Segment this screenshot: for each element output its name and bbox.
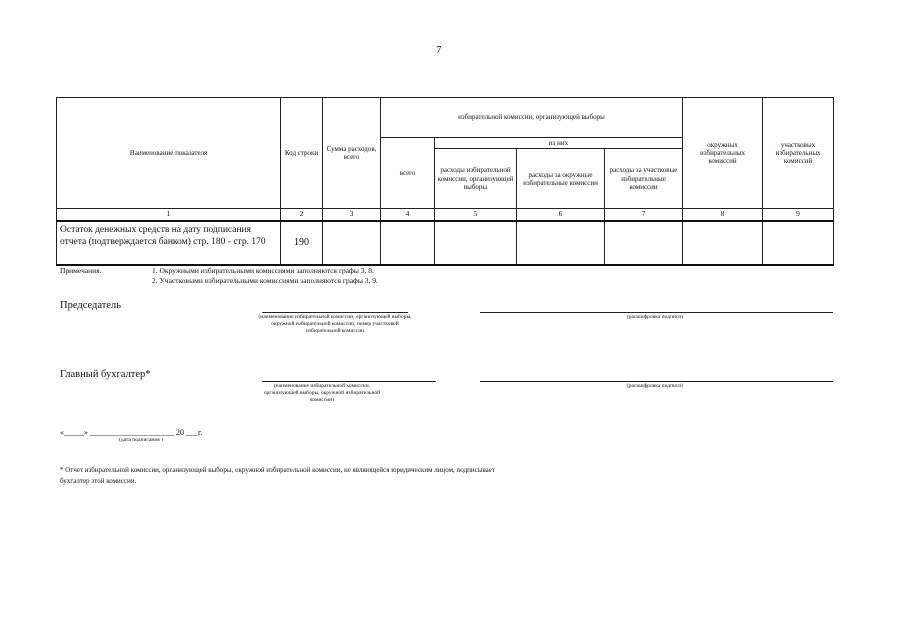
chairman-right-line [480,312,833,313]
note-item: 2. Участковыми избирательными комиссиями заполняются графы 3, 9. [152,276,378,285]
chairman-title: Председатель [60,300,122,311]
note-item: 1. Окружными избирательными комиссиями заполняются графы 3, 8. [152,266,374,275]
empty-cell [517,221,605,265]
column-number: 2 [281,209,323,222]
row-name: Остаток денежных средств на дату подписания отчета (подтверждается банком) стр. 180 - стр. 170 [57,221,281,265]
column-number: 8 [683,209,763,222]
accountant-title: Главный бухгалтер* [60,369,151,380]
header-organizing-commission: избирательной комиссии, организующей выборы [381,98,683,138]
header-district-commissions: окружных избирательных комиссий [683,98,763,209]
column-number: 3 [323,209,381,222]
header-precinct-commissions: участковых избирательных комиссий [763,98,834,209]
column-number: 6 [517,209,605,222]
empty-cell [683,221,763,265]
date-line: «_____» _____________________ 20 ___г. [60,428,203,437]
header-name: Наименование показателя [57,98,281,209]
notes-label: Примечания. [60,266,102,275]
empty-cell [763,221,834,265]
chairman-right-caption: (расшифровка подписи) [626,314,684,320]
column-number: 4 [381,209,435,222]
date-caption: (дата подписания ) [119,437,164,443]
accountant-right-line [480,381,833,382]
header-code: Код строки [281,98,323,209]
empty-cell [381,221,435,265]
header-expenses-district: расходы за окружные избирательные комиссии [517,149,605,209]
row-code: 190 [281,221,323,265]
accountant-left-line [262,381,436,382]
header-all: всего [381,138,435,209]
column-number: 7 [605,209,683,222]
expense-report-table [56,97,834,266]
column-number: 9 [763,209,834,222]
header-total-sum: Сумма расходов, всего [323,98,381,209]
empty-cell [323,221,381,265]
accountant-left-caption: (наименование избирательной комиссии, организующей выборы, окружной избирательной комиссии) [263,383,381,403]
page-number: 7 [436,44,442,56]
chairman-left-line [262,312,408,313]
header-of-which: из них [435,138,683,149]
column-number: 5 [435,209,517,222]
table-row [57,221,834,265]
empty-cell [435,221,517,265]
accountant-right-caption: (расшифровка подписи) [626,383,684,389]
chairman-left-caption: (наименование избирательной комиссии, организующей выборы, окружной избирательной комиссии, номер участковой избирательной комиссии [258,314,412,334]
footnote: * Отчет избирательной комиссии, организующей выборы, окружной избирательной комиссии, не являющейся юридическим лицом, подписывает бухгалтер этой комиссии. [60,466,495,485]
header-expenses-organizing: расходы избирательной комиссии, организующей выборы [435,149,517,209]
column-number: 1 [57,209,281,222]
empty-cell [605,221,683,265]
header-expenses-precinct: расходы за участковые избирательные комиссии [605,149,683,209]
